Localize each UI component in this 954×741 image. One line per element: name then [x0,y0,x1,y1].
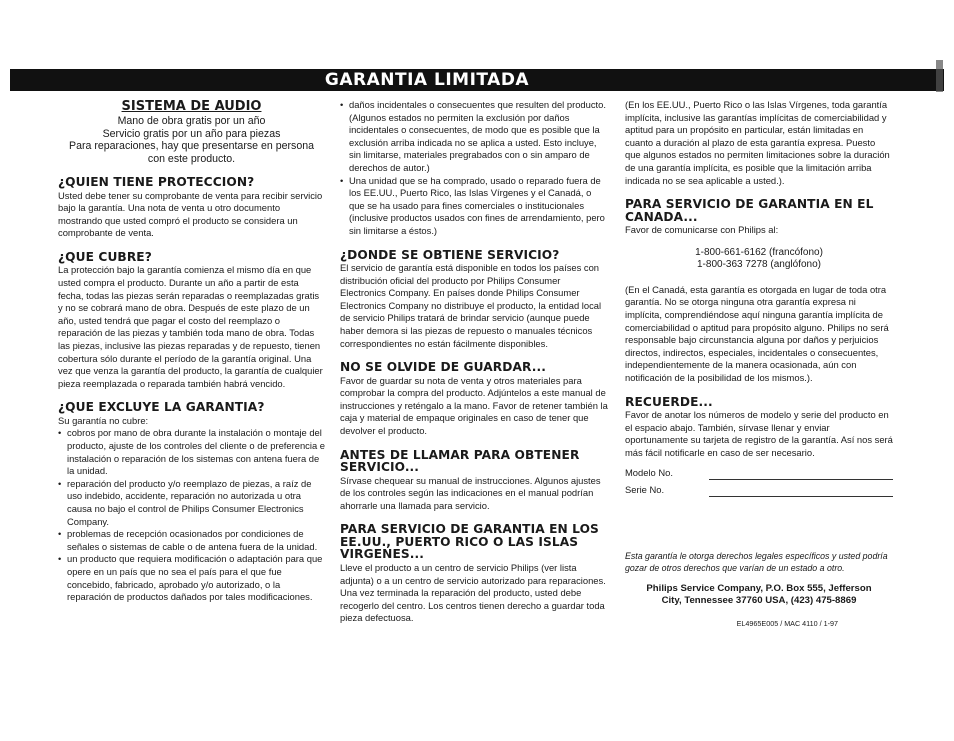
phone-french: 1-800-661-6162 (francófono) [695,246,823,258]
address-line: Philips Service Company, P.O. Box 555, Jefferson [646,582,872,594]
section-text-que-cubre: La protección bajo la garantía comienza el mismo día en que usted compra el producto. Durante un año a partir de esta fecha, todas las piezas serán reparadas o reemplazadas gratis y no se cobrará mano de obra. Después de este plazo de un año, usted tendrá que pagar el costo del reemplazo o reparación de las piezas y también toda mano de obra. Todas las piezas, inclusive las piezas reparadas y de repuesto, tienen cobertura sólo durante el período de la garantía original. Una vez que venza la garantía del producto, la garantía de cualquier pieza reemplazada o reparada también habrá vencido. [58,264,323,389]
exclusion-list-continued [340,99,608,238]
warranty-banner: GARANTIA LIMITADA [10,69,944,91]
list-item: • Una unidad que se ha comprado, usado o reparado fuera de los EE.UU., Puerto Rico, las Islas Vírgenes y el Canadá, o que se ha usado para fines comerciales o institucionales (inclusive productos usados con fines de arrendamiento, pero sin limitarse a éstos.) [340,175,608,238]
model-number-field [625,467,893,480]
section-heading-que-cubre: ¿QUE CUBRE? [58,249,152,264]
section-text-eeuu: Lleve el producto a un centro de servicio Philips (ver lista adjunta) o a un centro de servicio autorizado para reparaciones. Una vez terminada la reparación del producto, usted debe recogerlo del centro. Los centros tienen derecho a guardar toda pieza defectuosa. [340,561,606,624]
section-text-olvide: Favor de guardar su nota de venta y otros materiales para comprobar la compra del producto. Adjúntelos a este manual de instrucciones y reténgalo a la mano. Favor de retener también la caja y material de empaque originales en caso de tener que devolver el producto. [340,374,608,437]
section-heading-donde: ¿DONDE SE OBTIENE SERVICIO? [340,247,560,262]
section-heading-recuerde: RECUERDE... [625,394,713,409]
section-text-quien: Usted debe tener su comprobante de venta para recibir servicio bajo la garantía. Una nota de venta u otro documento mostrando que usted compró el producto se considera un comprobante de venta. [58,189,323,239]
section-text-antes: Sírvase chequear su manual de instrucciones. Algunos ajustes de los controles según las indicaciones en el manual podrían ahorrarle una llamada para servicio. [340,474,601,511]
list-item: • un producto que requiera modificación o adaptación para que opere en un país que no sea el país para el que fue concebido, fabricado, aprobado y/o autorizado, o la reparación de productos dañados por tales modificaciones. [58,553,325,603]
section-heading-olvide: NO SE OLVIDE DE GUARDAR... [340,360,546,375]
coverage-line: Servicio gratis por un año para piezas [102,127,281,140]
phone-english: 1-800-363 7278 (anglófono) [697,259,821,271]
exclusion-list [58,427,325,603]
section-text-recuerde: Favor de anotar los números de modelo y serie del producto en el espacio abajo. También, sírvase llenar y enviar oportunamente su tarjeta de registro de la garantía. Así nos será más fácil notificarle en caso de ser necesario. [625,409,893,458]
coverage-line: con este producto. [147,152,236,165]
coverage-line: Para reparaciones, hay que presentarse en persona [69,140,314,152]
section-heading-excluye: ¿QUE EXCLUYE LA GARANTIA? [58,400,265,415]
serial-number-label: Serie No. [625,483,665,495]
document-code: EL4965E005 / MAC 4110 / 1-97 [736,618,838,628]
list-item: • daños incidentales o consecuentes que resulten del producto. (Algunos estados no permiten la exclusión por daños incidentales o consecuentes, de modo que es posible que la exclusión arriba indicada no se aplica a usted. Esto incluye, sin limitarse, materiales pregrabados con o sin amparo de derechos de autor.) [340,99,608,175]
section-heading-antes: ANTES DE LLAMAR PARA OBTENER SERVICIO... [340,447,580,475]
column-middle [340,99,608,625]
canada-disclaimer: (En el Canadá, esta garantía es otorgada en lugar de toda otra garantía. No se otorga ninguna otra garantía expresa ni implícita, comprendiéndose aquí ninguna garantía implícita de comerciabilidad o aptitud para propósito alguno. Philips no será responsable bajo circunstancia alguna por daños y perjuicios directos, indirectos, especiales, incidentales o consecuentes, independientemente de la manera ocasionada, aún con notificación de la posibilidad de los mismos.). [625,283,889,383]
page-edge-mark [936,60,943,92]
list-item: • problemas de recepción ocasionados por condiciones de señales o sistemas de cable o de antena fuera de la unidad. [58,528,325,553]
section-heading-eeuu: PARA SERVICIO DE GARANTIA EN LOS EE.UU., PUERTO RICO O LAS ISLAS VIRGENES... [340,522,599,562]
service-address [625,583,893,608]
section-text-canada: Favor de comunicarse con Philips al: [625,224,779,236]
list-item: • cobros por mano de obra durante la instalación o montaje del producto, ajuste de los controles del cliente o de preferencia e instalación o reparación de los sistemas con antena fuera de la unidad. [58,427,325,477]
legal-rights-note: Esta garantía le otorga derechos legales específicos y usted podría gozar de otros derechos que varían de un estado a otro. [625,550,888,574]
coverage-line: Mano de obra gratis por un año [117,115,266,127]
implied-warranty-text: (En los EE.UU., Puerto Rico o las Islas Vírgenes, toda garantía implícita, inclusive las garantías implícitas de comerciabilidad y aptitud para un propósito en particular, están limitadas en cuanto a duración al plazo de esta garantía expresa. Puesto que algunos estados no permiten limitaciones sobre la duración de una garantía implícita, es posible que la limitación arriba indicada no se sea aplicable a usted.). [625,99,890,186]
model-number-label: Modelo No. [625,467,673,479]
section-intro-excluye: Su garantía no cubre: [58,414,149,426]
list-item: • reparación del producto y/o reemplazo de piezas, a raíz de uso indebido, accidente, reparación no autorizada u otra causa no bajo el control de Philips Consumer Electronics Company. [58,478,325,528]
section-heading-canada: PARA SERVICIO DE GARANTIA EN EL CANADA... [625,197,874,224]
column-right [625,99,893,630]
phone-numbers [625,247,893,272]
product-title: SISTEMA DE AUDIO [121,99,262,114]
serial-number-field [625,484,893,497]
serial-number-line [709,486,893,497]
address-line: City, Tennessee 37760 USA, (423) 475-8869 [661,595,857,607]
section-heading-quien: ¿QUIEN TIENE PROTECCION? [58,175,255,189]
model-number-line [709,469,893,480]
section-text-donde: El servicio de garantía está disponible en todos los países con distribución oficial del producto por Philips Consumer Electronics Company. En países donde Philips Consumer Electronics Company no distribuye el producto, la entidad local de servicio Philips tratará de brindar servicio (aunque puede haber demora si las piezas de repuesto o manuales técnicos correspondientes no están fácilmente disponibles. [340,262,602,349]
column-left [58,99,325,604]
